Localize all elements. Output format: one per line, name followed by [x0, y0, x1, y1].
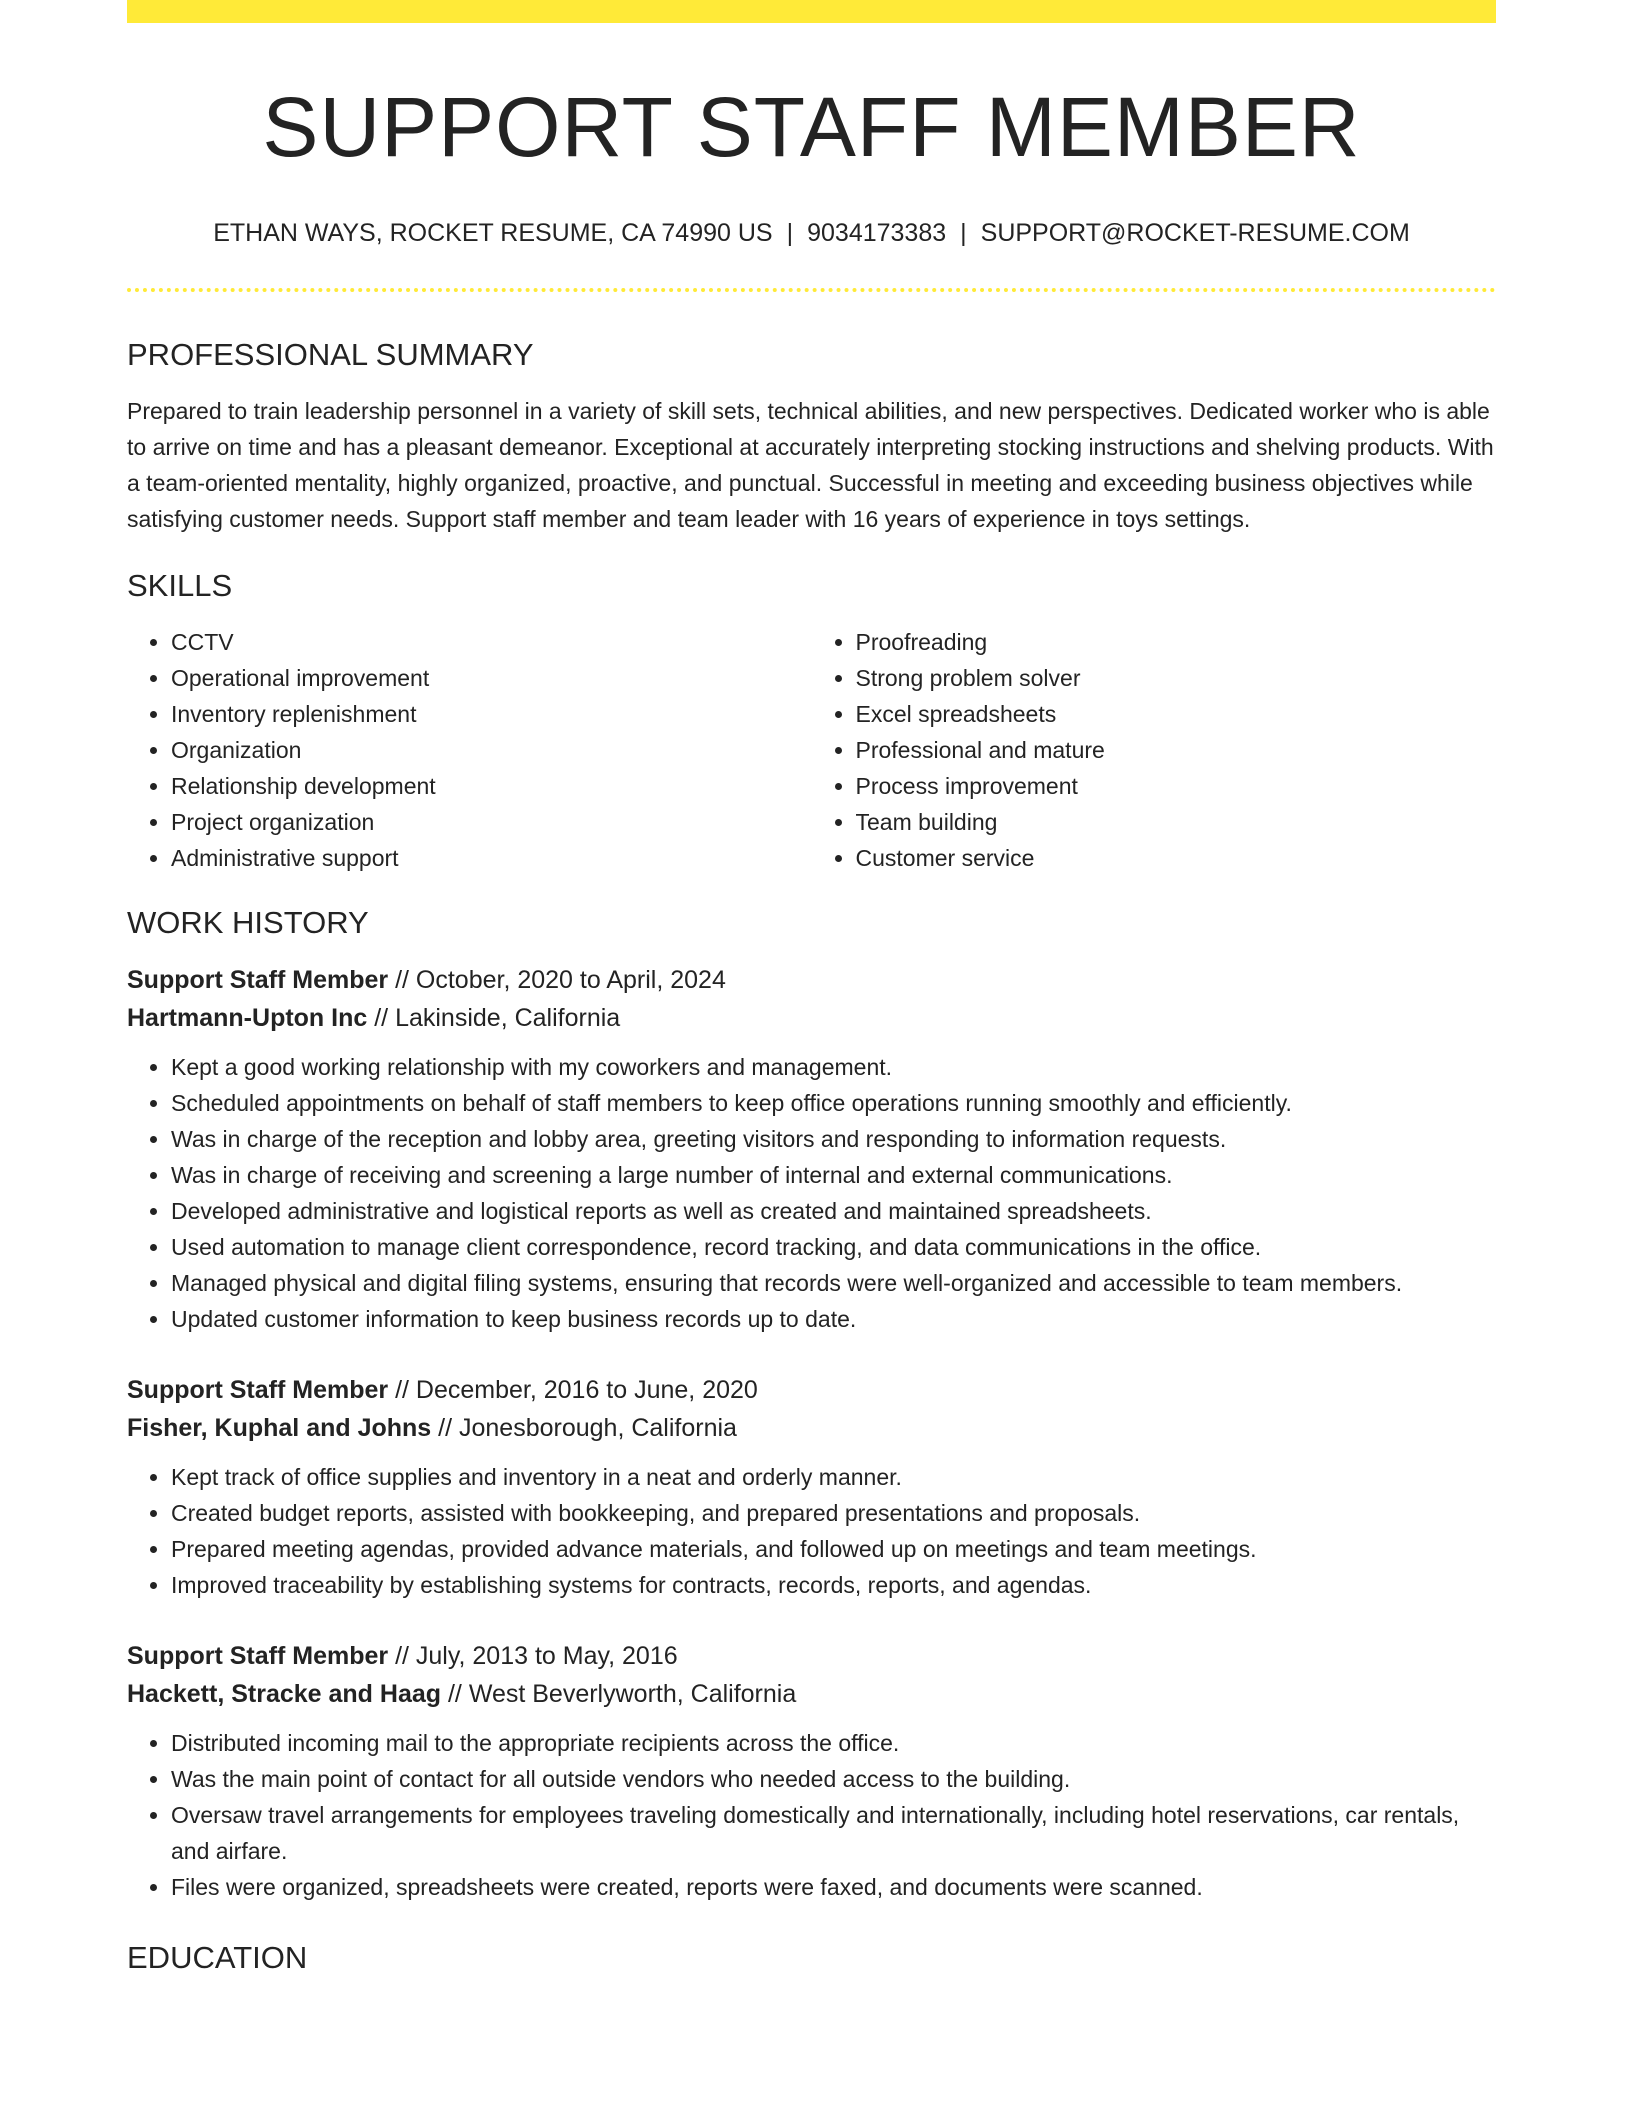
- work-history-heading: WORK HISTORY: [127, 905, 369, 941]
- job-duties: [127, 1459, 1496, 1603]
- job-entry: [127, 1371, 1496, 1603]
- accent-top-bar: [127, 0, 1496, 23]
- contact-separator: |: [786, 219, 794, 248]
- job-dates: // October, 2020 to April, 2024: [388, 966, 726, 995]
- job-duties: [127, 1049, 1496, 1337]
- skill-item: • Customer service: [856, 840, 1497, 876]
- contact-separator: |: [960, 219, 967, 248]
- job-duty: • Was the main point of contact for all outside vendors who needed access to the building.: [171, 1761, 1496, 1797]
- job-company: Fisher, Kuphal and Johns: [127, 1414, 432, 1443]
- skill-item: • Professional and mature: [856, 732, 1497, 768]
- summary-text: Prepared to train leadership personnel in a variety of skill sets, technical abilities, and new perspectives. Dedicated worker who is able to arrive on time and has a pleasant demeanor. Exceptional at accurately interpreting stocking instructions and shelving products. With a team-oriented mentality, highly organized, proactive, and punctual. Successful in meeting and exceeding business objectives while satisfying customer needs. Support staff member and team leader with 16 years of experience in toys settings.: [127, 398, 1494, 533]
- resume-content: [127, 23, 1496, 1977]
- job-duty: • Distributed incoming mail to the appropriate recipients across the office.: [171, 1725, 1496, 1761]
- education-heading: EDUCATION: [127, 1940, 308, 1976]
- skill-item: • Project organization: [171, 804, 812, 840]
- job-duty: • Improved traceability by establishing systems for contracts, records, reports, and agendas.: [171, 1567, 1496, 1603]
- contact-line: [127, 217, 1496, 250]
- job-duty: • Files were organized, spreadsheets were created, reports were faxed, and documents were scanned.: [171, 1869, 1496, 1905]
- job-duty: • Created budget reports, assisted with bookkeeping, and prepared presentations and proposals.: [171, 1495, 1496, 1531]
- job-duty: • Kept track of office supplies and inventory in a neat and orderly manner.: [171, 1459, 1496, 1495]
- job-dates: // December, 2016 to June, 2020: [388, 1376, 758, 1405]
- job-entry: [127, 1637, 1496, 1905]
- skill-item: • Team building: [856, 804, 1497, 840]
- job-role-line: [127, 1637, 1496, 1675]
- job-role-line: [127, 1371, 1496, 1409]
- page-title: SUPPORT STAFF MEMBER: [262, 80, 1361, 174]
- job-location: // West Beverlyworth, California: [441, 1680, 797, 1709]
- skill-item: • CCTV: [171, 624, 812, 660]
- job-duties: [127, 1725, 1496, 1905]
- skill-item: • Strong problem solver: [856, 660, 1497, 696]
- summary-heading: PROFESSIONAL SUMMARY: [127, 336, 534, 372]
- job-duty: • Used automation to manage client correspondence, record tracking, and data communications in the office.: [171, 1229, 1496, 1265]
- skills-list-right: [812, 624, 1497, 876]
- skills-heading: SKILLS: [127, 568, 233, 604]
- job-duty: • Developed administrative and logistical reports as well as created and maintained spreadsheets.: [171, 1193, 1496, 1229]
- dotted-divider: [127, 288, 1496, 292]
- job-duty: • Prepared meeting agendas, provided advance materials, and followed up on meetings and team meetings.: [171, 1531, 1496, 1567]
- job-duty: • Oversaw travel arrangements for employees traveling domestically and internationally, including hotel reservations, car rentals, and airfare.: [171, 1797, 1496, 1869]
- skill-item: • Relationship development: [171, 768, 812, 804]
- skill-item: • Excel spreadsheets: [856, 696, 1497, 732]
- job-company-line: [127, 1409, 1496, 1447]
- job-location: // Lakinside, California: [367, 1004, 621, 1033]
- job-company: Hackett, Stracke and Haag: [127, 1680, 442, 1709]
- skill-item: • Proofreading: [856, 624, 1497, 660]
- job-company-line: [127, 999, 1496, 1037]
- job-role: Support Staff Member: [127, 966, 389, 995]
- job-role: Support Staff Member: [127, 1642, 389, 1671]
- job-entry: [127, 961, 1496, 1337]
- skill-item: • Operational improvement: [171, 660, 812, 696]
- job-duty: • Updated customer information to keep business records up to date.: [171, 1301, 1496, 1337]
- contact-email[interactable]: SUPPORT@ROCKET-RESUME.COM: [980, 219, 1410, 248]
- job-duty: • Was in charge of the reception and lobby area, greeting visitors and responding to information requests.: [171, 1121, 1496, 1157]
- job-duty: • Managed physical and digital filing systems, ensuring that records were well-organized and accessible to team members.: [171, 1265, 1496, 1301]
- skill-item: • Administrative support: [171, 840, 812, 876]
- job-company-line: [127, 1675, 1496, 1713]
- job-role: Support Staff Member: [127, 1376, 389, 1405]
- skill-item: • Organization: [171, 732, 812, 768]
- skills-columns: [127, 624, 1496, 876]
- job-duty: • Scheduled appointments on behalf of staff members to keep office operations running smoothly and efficiently.: [171, 1085, 1496, 1121]
- job-duty: • Was in charge of receiving and screening a large number of internal and external communications.: [171, 1157, 1496, 1193]
- job-duty: • Kept a good working relationship with my coworkers and management.: [171, 1049, 1496, 1085]
- job-dates: // July, 2013 to May, 2016: [388, 1642, 678, 1671]
- job-role-line: [127, 961, 1496, 999]
- skill-item: • Inventory replenishment: [171, 696, 812, 732]
- job-location: // Jonesborough, California: [431, 1414, 737, 1443]
- contact-address: ETHAN WAYS, ROCKET RESUME, CA 74990 US: [213, 219, 773, 248]
- skills-list-left: [127, 624, 812, 876]
- job-company: Hartmann-Upton Inc: [127, 1004, 368, 1033]
- contact-phone[interactable]: 9034173383: [807, 219, 947, 248]
- skill-item: • Process improvement: [856, 768, 1497, 804]
